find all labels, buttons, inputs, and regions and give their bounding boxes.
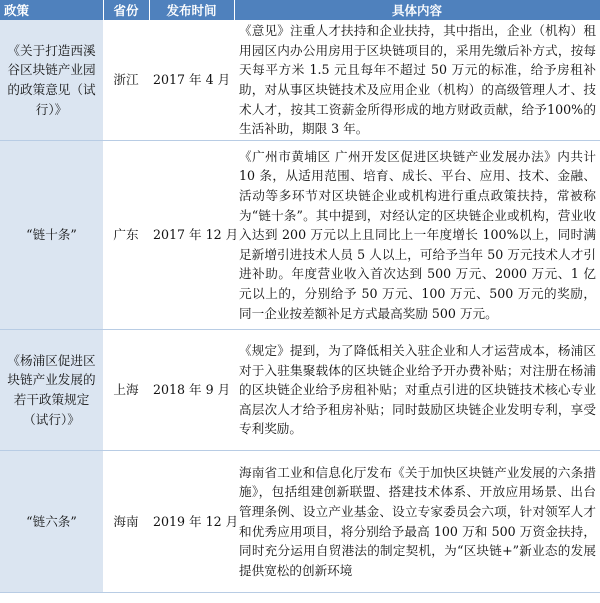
policy-date: 2017 年 4 月: [149, 20, 234, 141]
header-policy: 政策: [0, 0, 103, 20]
header-province: 省份: [103, 0, 149, 20]
policy-content: 《规定》提到，为了降低相关入驻企业和人才运营成本，杨浦区对于入驻集聚载体的区块链企业给予开办费补贴；对注册在杨浦的区块链企业给予房租补贴；对重点引进的区块链技术核心专业高层次人才给予租房补贴；同时鼓励区块链企业发明专利，享受专利奖励。: [234, 330, 600, 451]
policy-name: “链六条”: [0, 451, 103, 593]
table-row: [0, 330, 600, 451]
policy-province: 浙江: [103, 20, 149, 141]
policy-date: 2017 年 12 月: [149, 141, 234, 330]
table-row: [0, 451, 600, 593]
policy-province: 海南: [103, 451, 149, 593]
policy-name: “链十条”: [0, 141, 103, 330]
policy-date: 2019 年 12 月: [149, 451, 234, 593]
header-row: [0, 0, 600, 20]
policy-content: 海南省工业和信息化厅发布《关于加快区块链产业发展的六条措施》，包括组建创新联盟、搭建技术体系、开放应用场景、出台管理条例、设立产业基金、设立专家委员会六项，针对领军人才和优秀应用项目，将分别给予最高 100 万和 500 万资金扶持，同时充分运用自贸港法的制定契机，为“区块链+”新业态的发展提供宽松的创新环境: [234, 451, 600, 593]
policy-date: 2018 年 9 月: [149, 330, 234, 451]
header-content: 具体内容: [234, 0, 600, 20]
table-row: [0, 141, 600, 330]
policy-province: 上海: [103, 330, 149, 451]
policy-name: 《杨浦区促进区块链产业发展的若干政策规定（试行）》: [0, 330, 103, 451]
policy-content: 《意见》注重人才扶持和企业扶持，其中指出，企业（机构）租用园区内办公用房用于区块链项目的，采用先缴后补方式，按每天每平方米 1.5 元且每年不超过 50 万元的标准，给予房租补助，对从事区块链技术及应用企业（机构）的高级管理人才、技术人才，按其工资薪金所得形成的地方财政贡献，给予100%的生活补助，期限 3 年。: [234, 20, 600, 141]
header-date: 发布时间: [149, 0, 234, 20]
policy-content: 《广州市黄埔区 广州开发区促进区块链产业发展办法》内共计 10 条，从适用范围、培育、成长、平台、应用、技术、金融、活动等多环节对区块链企业或机构进行重点政策扶持，常被称为“链十条”。其中提到，对经认定的区块链企业或机构，营业收入达到 200 万元以上且同比上一年度增长 100%以上，同时满足新增引进技术人员 5 人以上，可给予当年 50 万元技术人才引进补助。年度营业收入首次达到 500 万元、2000 万元、1 亿元以上的，分别给予 50 万元、100 万元、500 万元的奖励，同一企业按差额补足方式最高奖励 500 万元。: [234, 141, 600, 330]
table-row: [0, 20, 600, 141]
policy-name: 《关于打造西溪谷区块链产业园的政策意见（试行）》: [0, 20, 103, 141]
policy-province: 广东: [103, 141, 149, 330]
